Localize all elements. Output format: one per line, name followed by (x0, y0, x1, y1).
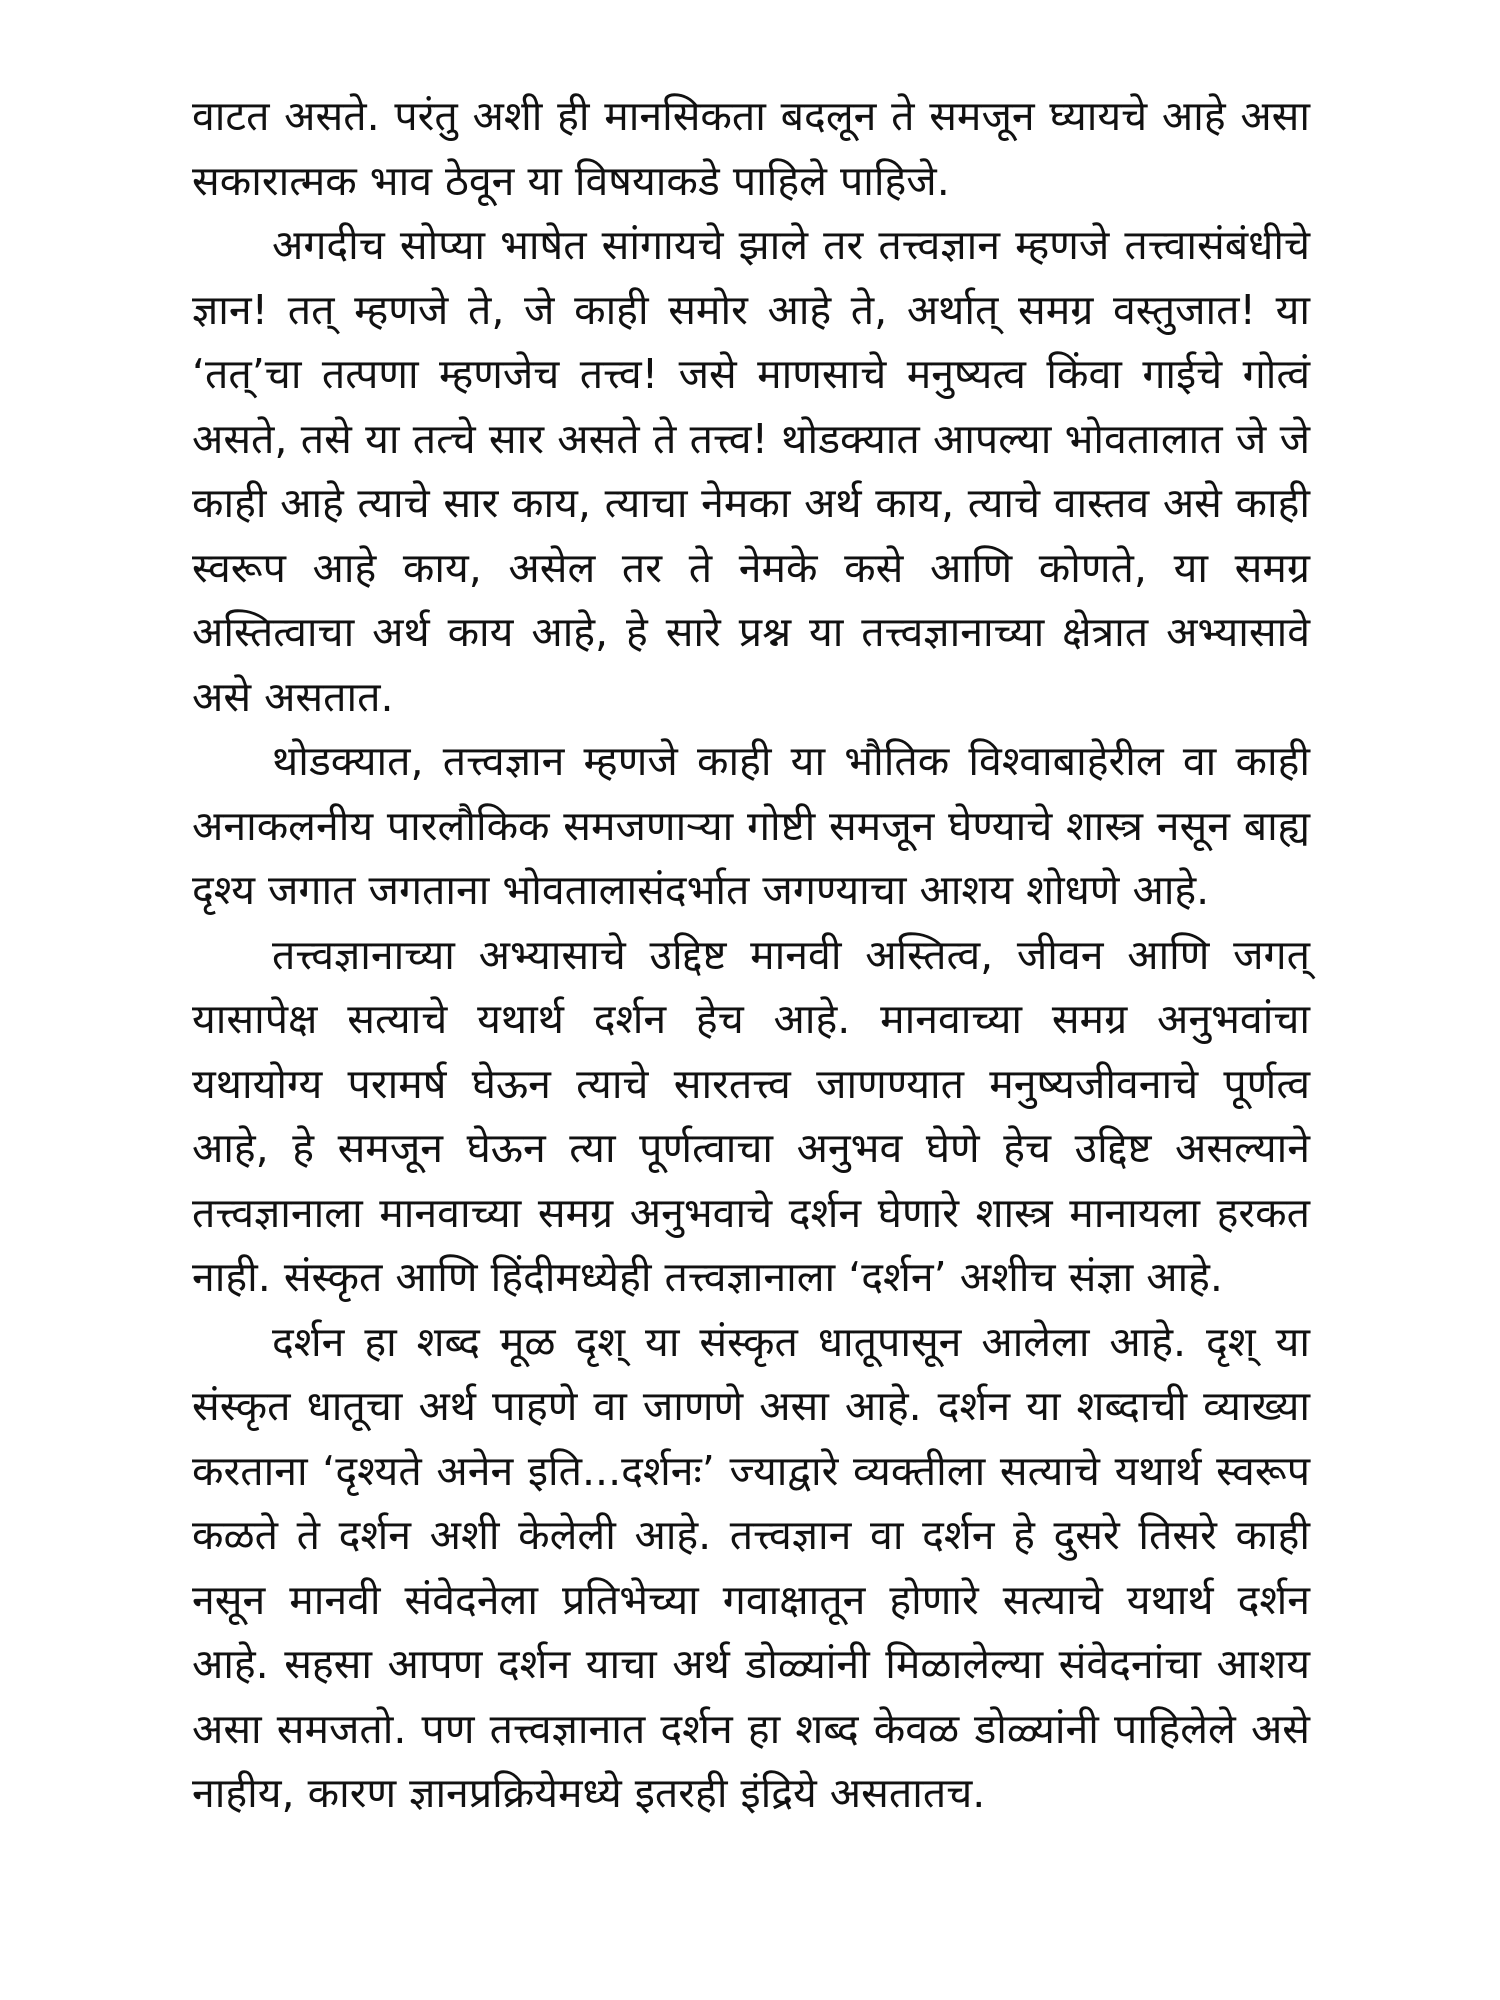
paragraph-tattvajnan-meaning: अगदीच सोप्या भाषेत सांगायचे झाले तर तत्त्वज्ञान म्हणजे तत्त्वासंबंधीचे ज्ञान! तत् म्हणजे ते, जे काही समोर आहे ते, अर्थात् समग्र वस्तुजात! या ‘तत्’चा तत्पणा म्हणजेच तत्त्व! जसे माणसाचे मनुष्यत्व किंवा गाईचे गोत्वं असते, तसे या तत्चे सार असते ते तत्त्व! थोडक्यात आपल्या भोवतालात जे जे काही आहे त्याचे सार काय, त्याचा नेमका अर्थ काय, त्याचे वास्तव असे काही स्वरूप आहे काय, असेल तर ते नेमके कसे आणि कोणते, या समग्र अस्तित्वाचा अर्थ काय आहे, हे सारे प्रश्न या तत्त्वज्ञानाच्या क्षेत्रात अभ्यासावे असे असतात. (192, 221, 1310, 721)
paragraph-darshan: दर्शन हा शब्द मूळ दृश् या संस्कृत धातूपासून आलेला आहे. दृश् या संस्कृत धातूचा अर्थ पाहणे वा जाणणे असा आहे. दर्शन या शब्दाची व्याख्या करताना ‘दृश्यते अनेन इति...दर्शनः’ ज्याद्वारे व्यक्तीला सत्याचे यथार्थ स्वरूप कळते ते दर्शन अशी केलेली आहे. तत्त्वज्ञान वा दर्शन हे दुसरे तिसरे काही नसून मानवी संवेदनेला प्रतिभेच्या गवाक्षातून होणारे सत्याचे यथार्थ दर्शन आहे. सहसा आपण दर्शन याचा अर्थ डोळ्यांनी मिळालेल्या संवेदनांचा आशय असा समजतो. पण तत्त्वज्ञानात दर्शन हा शब्द केवळ डोळ्यांनी पाहिलेले असे नाहीय, कारण ज्ञानप्रक्रियेमध्ये इतरही इंद्रिये असतातच. (192, 1317, 1310, 1817)
paragraph-continuation: वाटत असते. परंतु अशी ही मानसिकता बदलून ते समजून घ्यायचे आहे असा सकारात्मक भाव ठेवून या विषयाकडे पाहिले पाहिजे. (192, 92, 1310, 205)
paragraph-objective: तत्त्वज्ञानाच्या अभ्यासाचे उद्दिष्ट मानवी अस्तित्व, जीवन आणि जगत् यासापेक्ष सत्याचे यथार्थ दर्शन हेच आहे. मानवाच्या समग्र अनुभवांचा यथायोग्य परामर्ष घेऊन त्याचे सारतत्त्व जाणण्यात मनुष्यजीवनाचे पूर्णत्व आहे, हे समजून घेऊन त्या पूर्णत्वाचा अनुभव घेणे हेच उद्दिष्ट असल्याने तत्त्वज्ञानाला मानवाच्या समग्र अनुभवाचे दर्शन घेणारे शास्त्र मानायला हरकत नाही. संस्कृत आणि हिंदीमध्येही तत्त्वज्ञानाला ‘दर्शन’ अशीच संज्ञा आहे. (192, 930, 1310, 1301)
paragraph-briefly: थोडक्यात, तत्त्वज्ञान म्हणजे काही या भौतिक विश्वाबाहेरील वा काही अनाकलनीय पारलौकिक समजणाऱ्या गोष्टी समजून घेण्याचे शास्त्र नसून बाह्य दृश्य जगात जगताना भोवतालासंदर्भात जगण्याचा आशय शोधणे आहे. (192, 737, 1310, 914)
document-page (192, 84, 1310, 1964)
